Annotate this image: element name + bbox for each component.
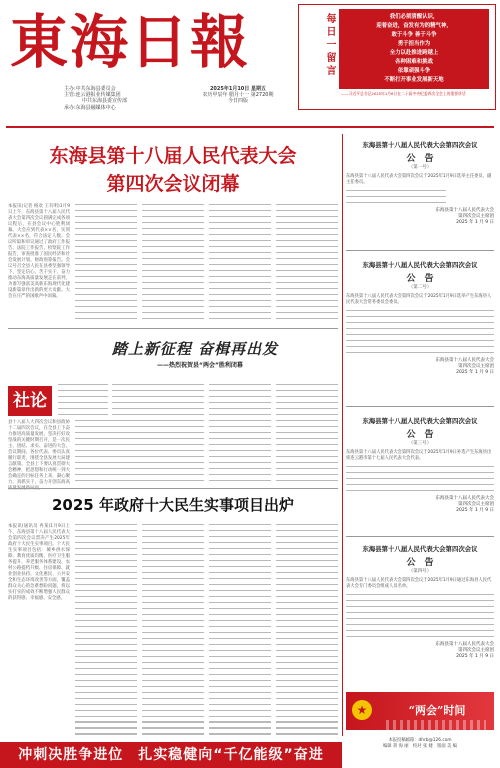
issue-info bbox=[178, 86, 298, 105]
notice-sign-line: 东海县第十八届人民代表大会 bbox=[435, 642, 494, 647]
notice-number: （第一号） bbox=[408, 165, 432, 170]
party-emblem-icon: ★ bbox=[352, 700, 372, 720]
promo-label: “两会”时间 bbox=[408, 704, 466, 717]
editorial-tag: 社论 bbox=[8, 386, 52, 416]
editorial-subhead: ——热烈祝贺县“两会”胜利闭幕 bbox=[157, 362, 243, 369]
footer-email: 本报投稿邮箱：dhrb@126.com bbox=[388, 738, 452, 743]
publisher-line: 承办:东海县融媒体中心 bbox=[64, 104, 116, 111]
quote-line: 不断打开事业发展新天地 bbox=[384, 77, 444, 83]
notice-signature bbox=[346, 358, 494, 376]
notice-list bbox=[346, 466, 494, 496]
lead-story-body: 本报讯(记者 杨欢 王有明)1月9日上午，东海县第十八届人民代表大会第四次会议圆满完成各项议程后，在县会议中心胜利闭幕。大会应到代表××名，实到代表××名，符合法定人数。会议听取和审议通过了政府工作报告、法院工作报告、检察院工作报告，审查批准了国民经济和社会发展计划、财政预算报告。会议号召全县人民在县委坚强领导下，坚定信心、苦干实干，奋力推动东海高质量发展走在前列，为谱写强富美高新东海现代化建设新篇章作出新的更大贡献。大会在庄严的国歌声中闭幕。 bbox=[8, 204, 70, 299]
notice-word: 公 告 bbox=[406, 558, 434, 568]
notice-title: 东海县第十八届人民代表大会第四次会议 bbox=[362, 261, 478, 269]
notice-sign-line: 2025 年 1 月 9 日 bbox=[456, 508, 494, 513]
quote-line: 各种困难和挑战 bbox=[395, 59, 433, 65]
promo-building-icon bbox=[386, 720, 486, 730]
publisher-line: 中共东海县委宣传部 bbox=[82, 98, 128, 105]
quote-attribution: ——习近平总书记2025年1月6日在二十届中央纪委四次全会上的重要讲话 bbox=[341, 91, 466, 96]
notice-4 bbox=[346, 544, 494, 660]
notice-signature bbox=[346, 496, 494, 514]
editorial-headline: 踏上新征程 奋楫再出发 bbox=[111, 340, 279, 358]
notice-1 bbox=[346, 140, 494, 226]
editorial-col4 bbox=[209, 384, 271, 482]
notice-sign-line: 2025 年 1 月 9 日 bbox=[456, 370, 494, 375]
footer-info bbox=[346, 738, 494, 749]
notice-number: （第二号） bbox=[408, 285, 432, 290]
lead-story-col3 bbox=[142, 204, 204, 322]
two-sessions-promo[interactable] bbox=[346, 692, 494, 730]
second-story-body: 本报讯(通讯员 冉某)1月9日上午，东海县第十八届人民代表大会第四次会议票决产生2025年政府十大民生实事项目。十大民生实事项目包括：城乡供水保障、教育优质均衡、医疗卫生服务提升、养老服务体系建设、农村公路提档升级、住房保障、就业创业扶持、文化惠民、公共安全和生态环境改善等方面，覆盖群众关心的急难愁盼问题，将以实打实的成效不断增强人民群众的获得感、幸福感、安全感。 bbox=[8, 524, 70, 601]
notice-body: 东海县第十八届人民代表大会第四次会议于2025年1月9日通过东海县人民代表大会专门委员会组成人员名单。 bbox=[346, 578, 492, 589]
quote-line: 迎着奋进，奋发有为的精气神， bbox=[376, 23, 452, 29]
notice-body: 东海县第十八届人民代表大会第四次会议于2025年1月9日选举产生东海县人民代表大会常务委员会委员。 bbox=[346, 294, 492, 305]
newspaper-masthead: 東海日報 bbox=[10, 8, 251, 76]
notice-body: 东海县第十八届人民代表大会第四次会议于2025年1月9日补选产生东海县出席连云港市第十七届人民代表大会代表。 bbox=[346, 450, 492, 461]
notice-word: 公 告 bbox=[406, 274, 434, 284]
notice-list bbox=[346, 190, 446, 208]
notice-sign-line: 东海县第十八届人民代表大会 bbox=[435, 208, 494, 213]
quote-line: 敢于斗争 善于斗争 bbox=[391, 32, 437, 38]
editorial-col3 bbox=[112, 384, 204, 482]
notice-divider bbox=[346, 250, 494, 251]
notice-title: 东海县第十八届人民代表大会第四次会议 bbox=[362, 545, 478, 553]
publisher-info bbox=[64, 86, 184, 111]
notice-2 bbox=[346, 260, 494, 376]
notice-sign-line: 东海县第十八届人民代表大会 bbox=[435, 358, 494, 363]
notice-divider bbox=[346, 536, 494, 537]
quote-line: 全力以赴推进跨越上 bbox=[389, 50, 439, 56]
notice-sign-line: 第四次会议主席团 bbox=[458, 648, 494, 653]
daily-quote-label: 每日一留言 bbox=[324, 13, 335, 78]
section-divider bbox=[8, 488, 338, 489]
notice-sign-line: 第四次会议主席团 bbox=[458, 364, 494, 369]
notice-signature bbox=[346, 642, 494, 660]
footer-credits: 编辑 蒋 海 丽 校对 张 婕 版面 美 编 bbox=[382, 743, 457, 749]
second-story-col2 bbox=[75, 524, 137, 738]
lead-headline bbox=[8, 142, 338, 198]
notice-title: 东海县第十八届人民代表大会第四次会议 bbox=[362, 141, 478, 149]
lead-headline-line1: 东海县第十八届人民代表大会 bbox=[49, 145, 297, 167]
notice-list bbox=[346, 594, 494, 642]
lead-story-col4 bbox=[209, 204, 271, 322]
editorial-col5 bbox=[276, 384, 338, 482]
notice-sign-line: 东海县第十八届人民代表大会 bbox=[435, 496, 494, 501]
quote-line: 我们必须清醒认识， bbox=[389, 14, 439, 20]
notice-word: 公 告 bbox=[406, 154, 434, 164]
second-story-col5 bbox=[276, 524, 338, 738]
notice-number: （第四号） bbox=[408, 569, 432, 574]
second-story-headline: 2025 年政府十大民生实事项目出炉 bbox=[52, 496, 294, 514]
notice-list bbox=[346, 310, 494, 358]
editorial-col1b bbox=[58, 384, 108, 420]
notice-body: 东海县第十八届人民代表大会第四次会议于2025年1月9日选举主任委员、副主任委员。 bbox=[346, 174, 492, 185]
lead-headline-line2: 第四次会议闭幕 bbox=[106, 173, 240, 195]
notice-sign-line: 2025 年 1 月 9 日 bbox=[456, 654, 494, 659]
publisher-line: 主管:连云港报业传媒集团 bbox=[64, 92, 121, 99]
second-story-col3 bbox=[142, 524, 204, 738]
notice-sign-line: 2025 年 1 月 9 日 bbox=[456, 220, 494, 225]
bottom-banner: 冲刺决胜争进位 扎实稳健向“千亿能级”奋进 bbox=[0, 742, 342, 768]
daily-quote-box bbox=[298, 4, 496, 110]
lead-story-col5 bbox=[276, 204, 338, 322]
lead-story-col2 bbox=[75, 204, 137, 322]
notice-sign-line: 第四次会议主席团 bbox=[458, 502, 494, 507]
issue-pages: 今日四版 bbox=[227, 98, 248, 105]
issue-date: 2025年1月10日 星期五 bbox=[209, 86, 267, 92]
issue-lunar: 农历甲辰年 腊月十一 第2720期 bbox=[202, 92, 274, 99]
notice-3 bbox=[346, 416, 494, 514]
editorial-body: 县十八届人大四次会议和县政协十二届四次会议，在全县上下奋力推进高质量发展、坚决打好攻坚战的关键时期召开，是一次民主、团结、求实、奋进的大会。会议期间，各位代表、委员认真履行职责，围绕全县发展大局建言献策。全县上下要认真贯彻大会精神，把思想和行动统一到大会确定的目标任务上来，凝心聚力、真抓实干，奋力开创东海高 bbox=[8, 420, 70, 485]
notice-sign-line: 第四次会议主席团 bbox=[458, 214, 494, 219]
daily-quote-panel bbox=[339, 9, 489, 89]
notice-signature bbox=[346, 208, 494, 226]
quote-line: 勇于担当作为 bbox=[397, 41, 431, 47]
notice-number: （第三号） bbox=[408, 441, 432, 446]
notice-divider bbox=[346, 406, 494, 407]
column-divider bbox=[342, 134, 343, 736]
notices-column bbox=[346, 136, 494, 736]
notice-title: 东海县第十八届人民代表大会第四次会议 bbox=[362, 417, 478, 425]
section-divider bbox=[8, 328, 338, 329]
quote-line: 依靠顽强斗争 bbox=[397, 68, 431, 74]
masthead-rule bbox=[6, 126, 494, 128]
notice-word: 公 告 bbox=[406, 430, 434, 440]
publisher-line: 主办:中共东海县委员会 bbox=[64, 86, 116, 92]
second-story-col4 bbox=[209, 524, 271, 738]
